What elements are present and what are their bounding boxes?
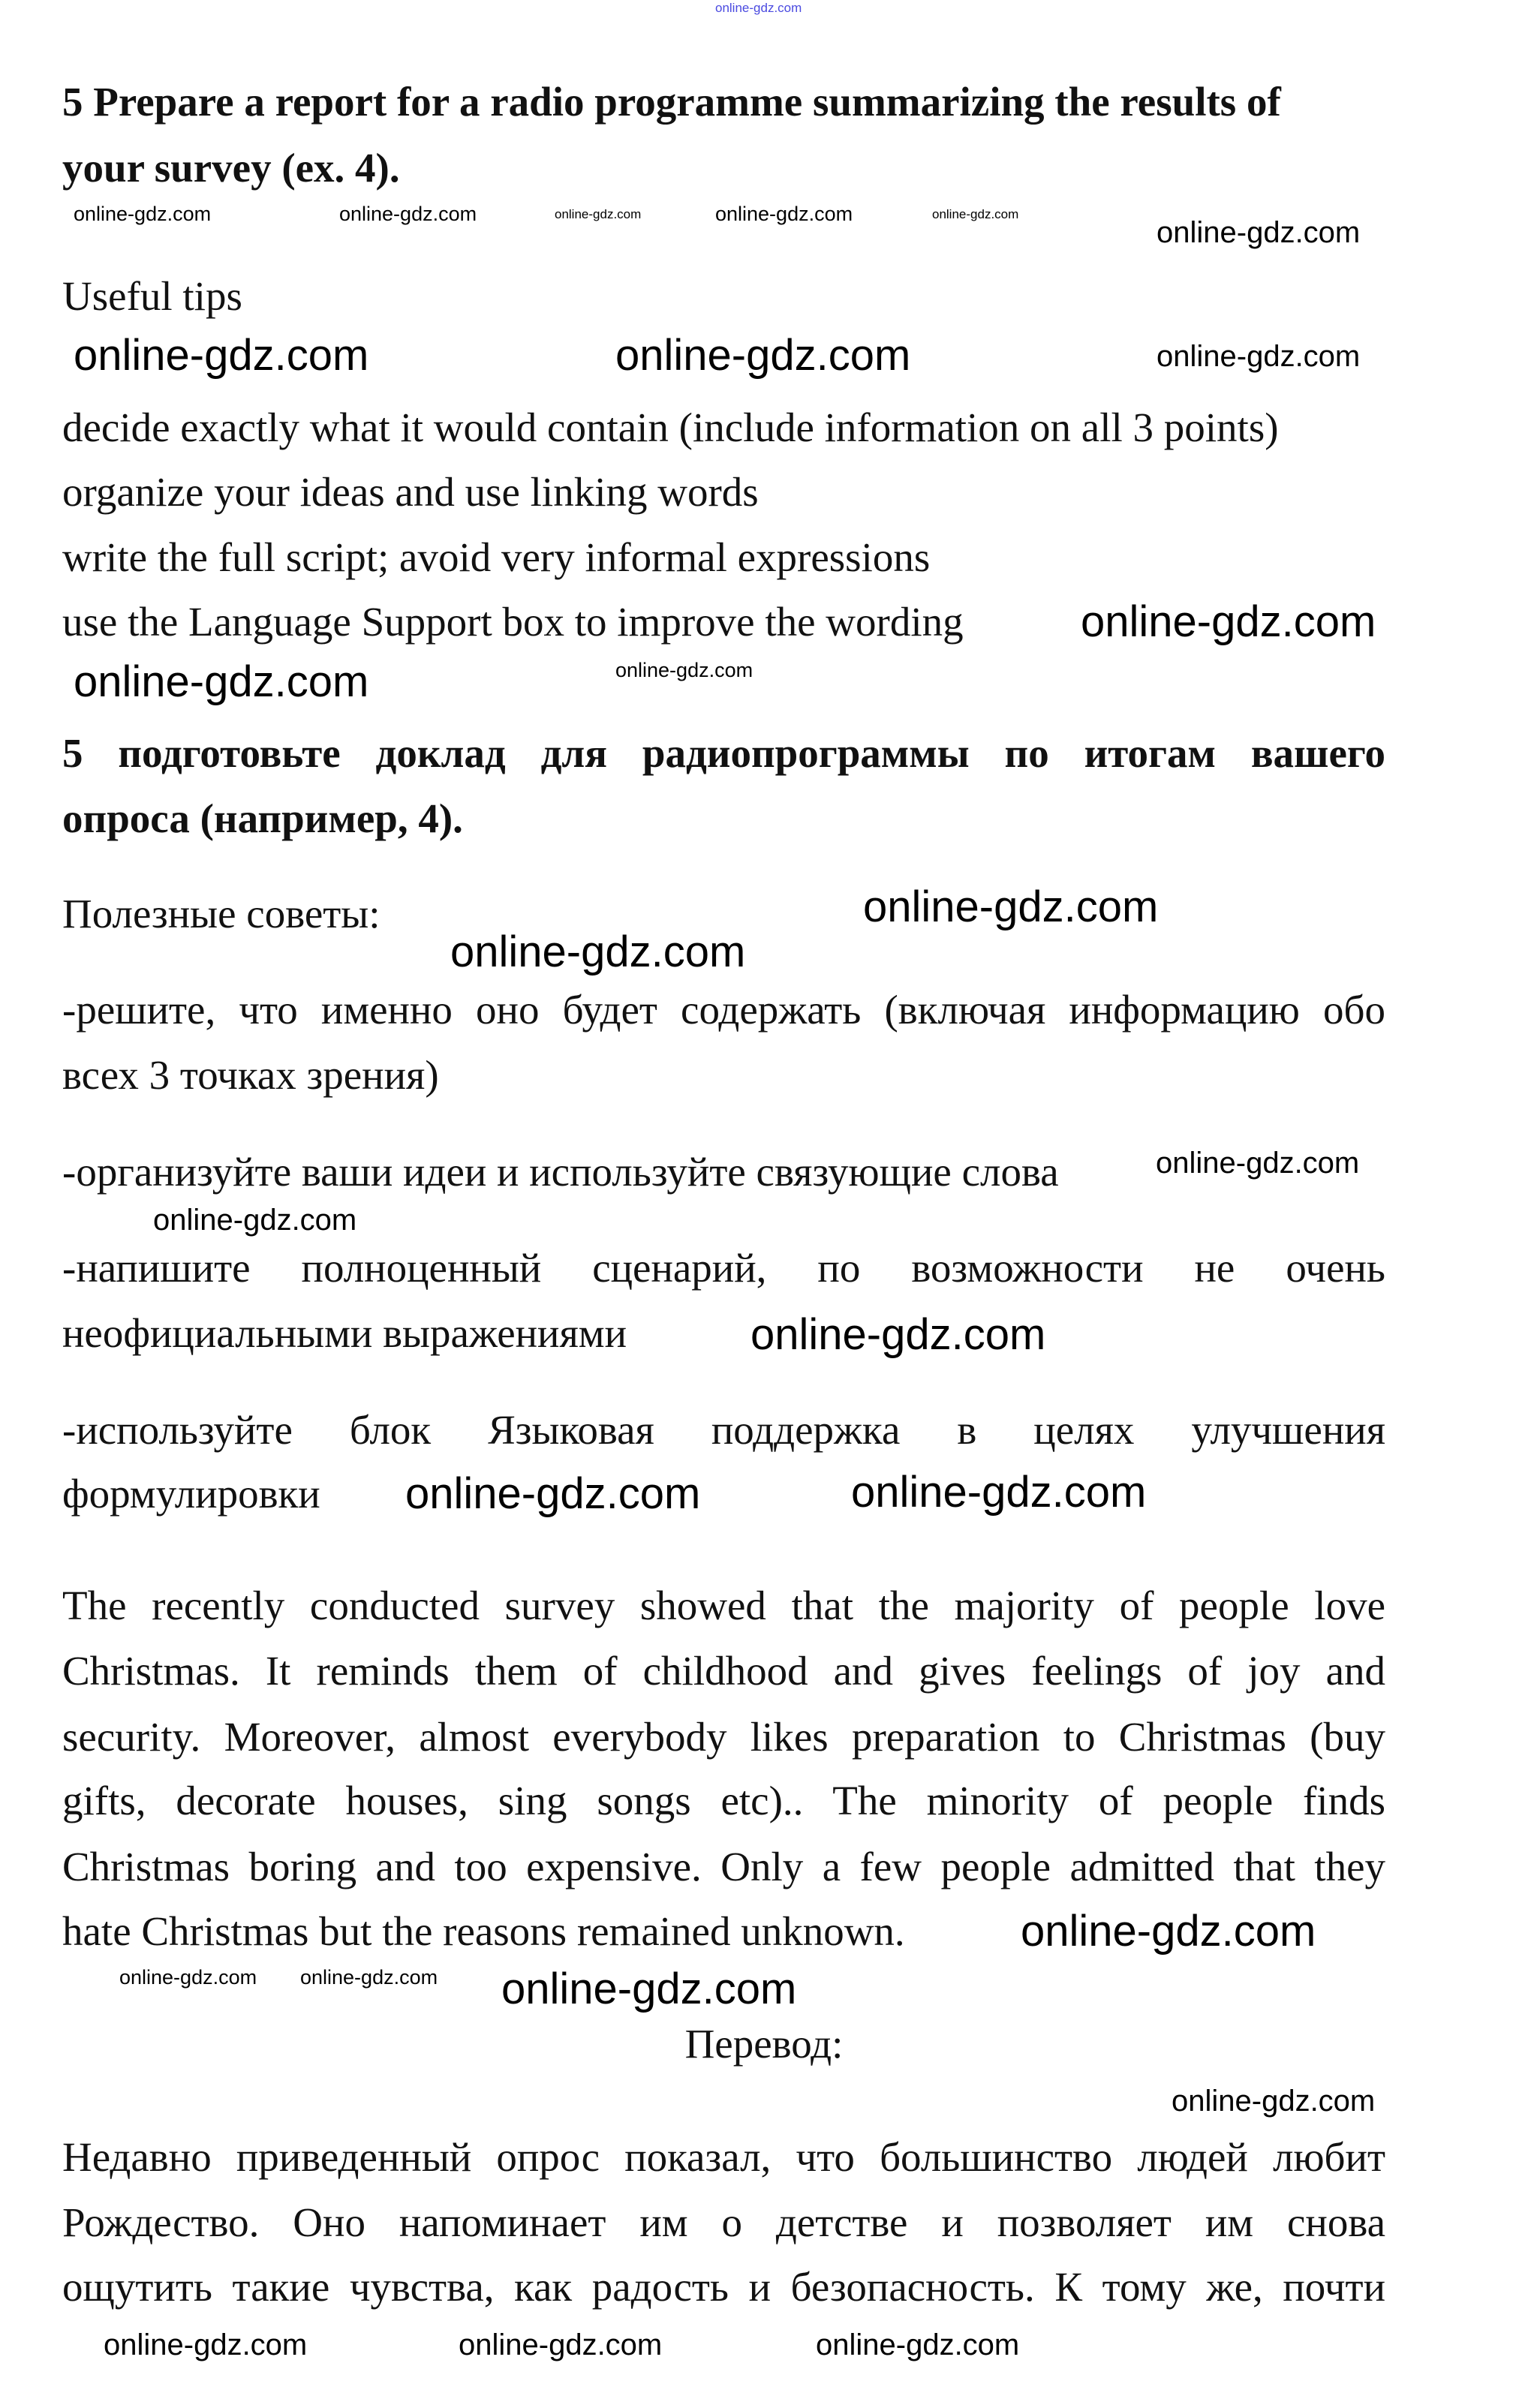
tip-item-ru: всех 3 точках зрения) bbox=[62, 1052, 439, 1098]
tip-item-ru: -напишите полноценный сценарий, по возможности не очень bbox=[62, 1245, 1385, 1291]
answer-line: The recently conducted survey showed that the majority of people love bbox=[62, 1583, 1385, 1628]
tip-item-ru: -решите, что именно оно будет содержать (включая информацию обо bbox=[62, 987, 1385, 1033]
watermark: online-gdz.com bbox=[153, 1204, 357, 1237]
translation-line: ощутить такие чувства, как радость и безопасность. К тому же, почти bbox=[62, 2264, 1385, 2310]
watermark: online-gdz.com bbox=[750, 1310, 1046, 1359]
watermark: online-gdz.com bbox=[1021, 1907, 1316, 1956]
watermark: online-gdz.com bbox=[615, 331, 911, 380]
tip-item-ru: -используйте блок Языковая поддержка в целях улучшения bbox=[62, 1407, 1385, 1453]
watermark: online-gdz.com bbox=[300, 1966, 438, 1989]
task-title-ru-line: 5 подготовьте доклад для радиопрограммы по итогам вашего bbox=[62, 730, 1385, 776]
watermark: online-gdz.com bbox=[74, 331, 369, 380]
watermark: online-gdz.com bbox=[715, 1, 802, 15]
tips-heading-ru: Полезные советы: bbox=[62, 891, 380, 936]
tip-item: use the Language Support box to improve the wording bbox=[62, 599, 964, 645]
tip-item-ru: формулировки bbox=[62, 1471, 320, 1517]
watermark: online-gdz.com bbox=[104, 2328, 308, 2361]
tip-item-ru: неофициальными выражениями bbox=[62, 1310, 627, 1356]
answer-line: security. Moreover, almost everybody likes preparation to Christmas (buy bbox=[62, 1714, 1385, 1760]
translation-line: Недавно приведенный опрос показал, что большинство людей любит bbox=[62, 2134, 1385, 2180]
task-title-line: 5 Prepare a report for a radio programme summarizing the results of bbox=[62, 79, 1281, 125]
answer-line: gifts, decorate houses, sing songs etc).. The minority of people finds bbox=[62, 1778, 1385, 1823]
watermark: online-gdz.com bbox=[851, 1468, 1147, 1517]
watermark: online-gdz.com bbox=[405, 1469, 701, 1518]
task-title-line: your survey (ex. 4). bbox=[62, 145, 400, 191]
watermark: online-gdz.com bbox=[555, 207, 642, 221]
watermark: online-gdz.com bbox=[1156, 1147, 1360, 1180]
watermark: online-gdz.com bbox=[339, 203, 477, 225]
answer-line: Christmas. It reminds them of childhood and gives feelings of joy and bbox=[62, 1648, 1385, 1694]
watermark: online-gdz.com bbox=[615, 659, 753, 681]
tip-item: write the full script; avoid very informal expressions bbox=[62, 534, 931, 580]
tip-item-ru: -организуйте ваши идеи и используйте связующие слова bbox=[62, 1149, 1059, 1195]
watermark: online-gdz.com bbox=[450, 927, 746, 976]
tip-item: organize your ideas and use linking words bbox=[62, 469, 759, 515]
watermark: online-gdz.com bbox=[715, 203, 853, 225]
watermark: online-gdz.com bbox=[74, 203, 212, 225]
tip-item: decide exactly what it would contain (include information on all 3 points) bbox=[62, 404, 1279, 450]
translation-line: Рождество. Оно напоминает им о детстве и позволяет им снова bbox=[62, 2199, 1385, 2245]
answer-line: Christmas boring and too expensive. Only a few people admitted that they bbox=[62, 1844, 1385, 1889]
translation-heading: Перевод: bbox=[684, 2021, 844, 2067]
watermark: online-gdz.com bbox=[459, 2328, 663, 2361]
watermark: online-gdz.com bbox=[119, 1966, 257, 1989]
watermark: online-gdz.com bbox=[1081, 597, 1376, 646]
watermark: online-gdz.com bbox=[1157, 340, 1361, 373]
watermark: online-gdz.com bbox=[1172, 2085, 1376, 2118]
tips-heading: Useful tips bbox=[62, 273, 242, 319]
watermark: online-gdz.com bbox=[932, 207, 1019, 221]
task-title-ru-line: опроса (например, 4). bbox=[62, 795, 463, 841]
watermark: online-gdz.com bbox=[501, 1965, 797, 2013]
watermark: online-gdz.com bbox=[816, 2328, 1020, 2361]
watermark: online-gdz.com bbox=[1157, 216, 1361, 249]
watermark: online-gdz.com bbox=[74, 657, 369, 706]
watermark: online-gdz.com bbox=[863, 882, 1159, 931]
answer-line: hate Christmas but the reasons remained unknown. bbox=[62, 1908, 905, 1954]
